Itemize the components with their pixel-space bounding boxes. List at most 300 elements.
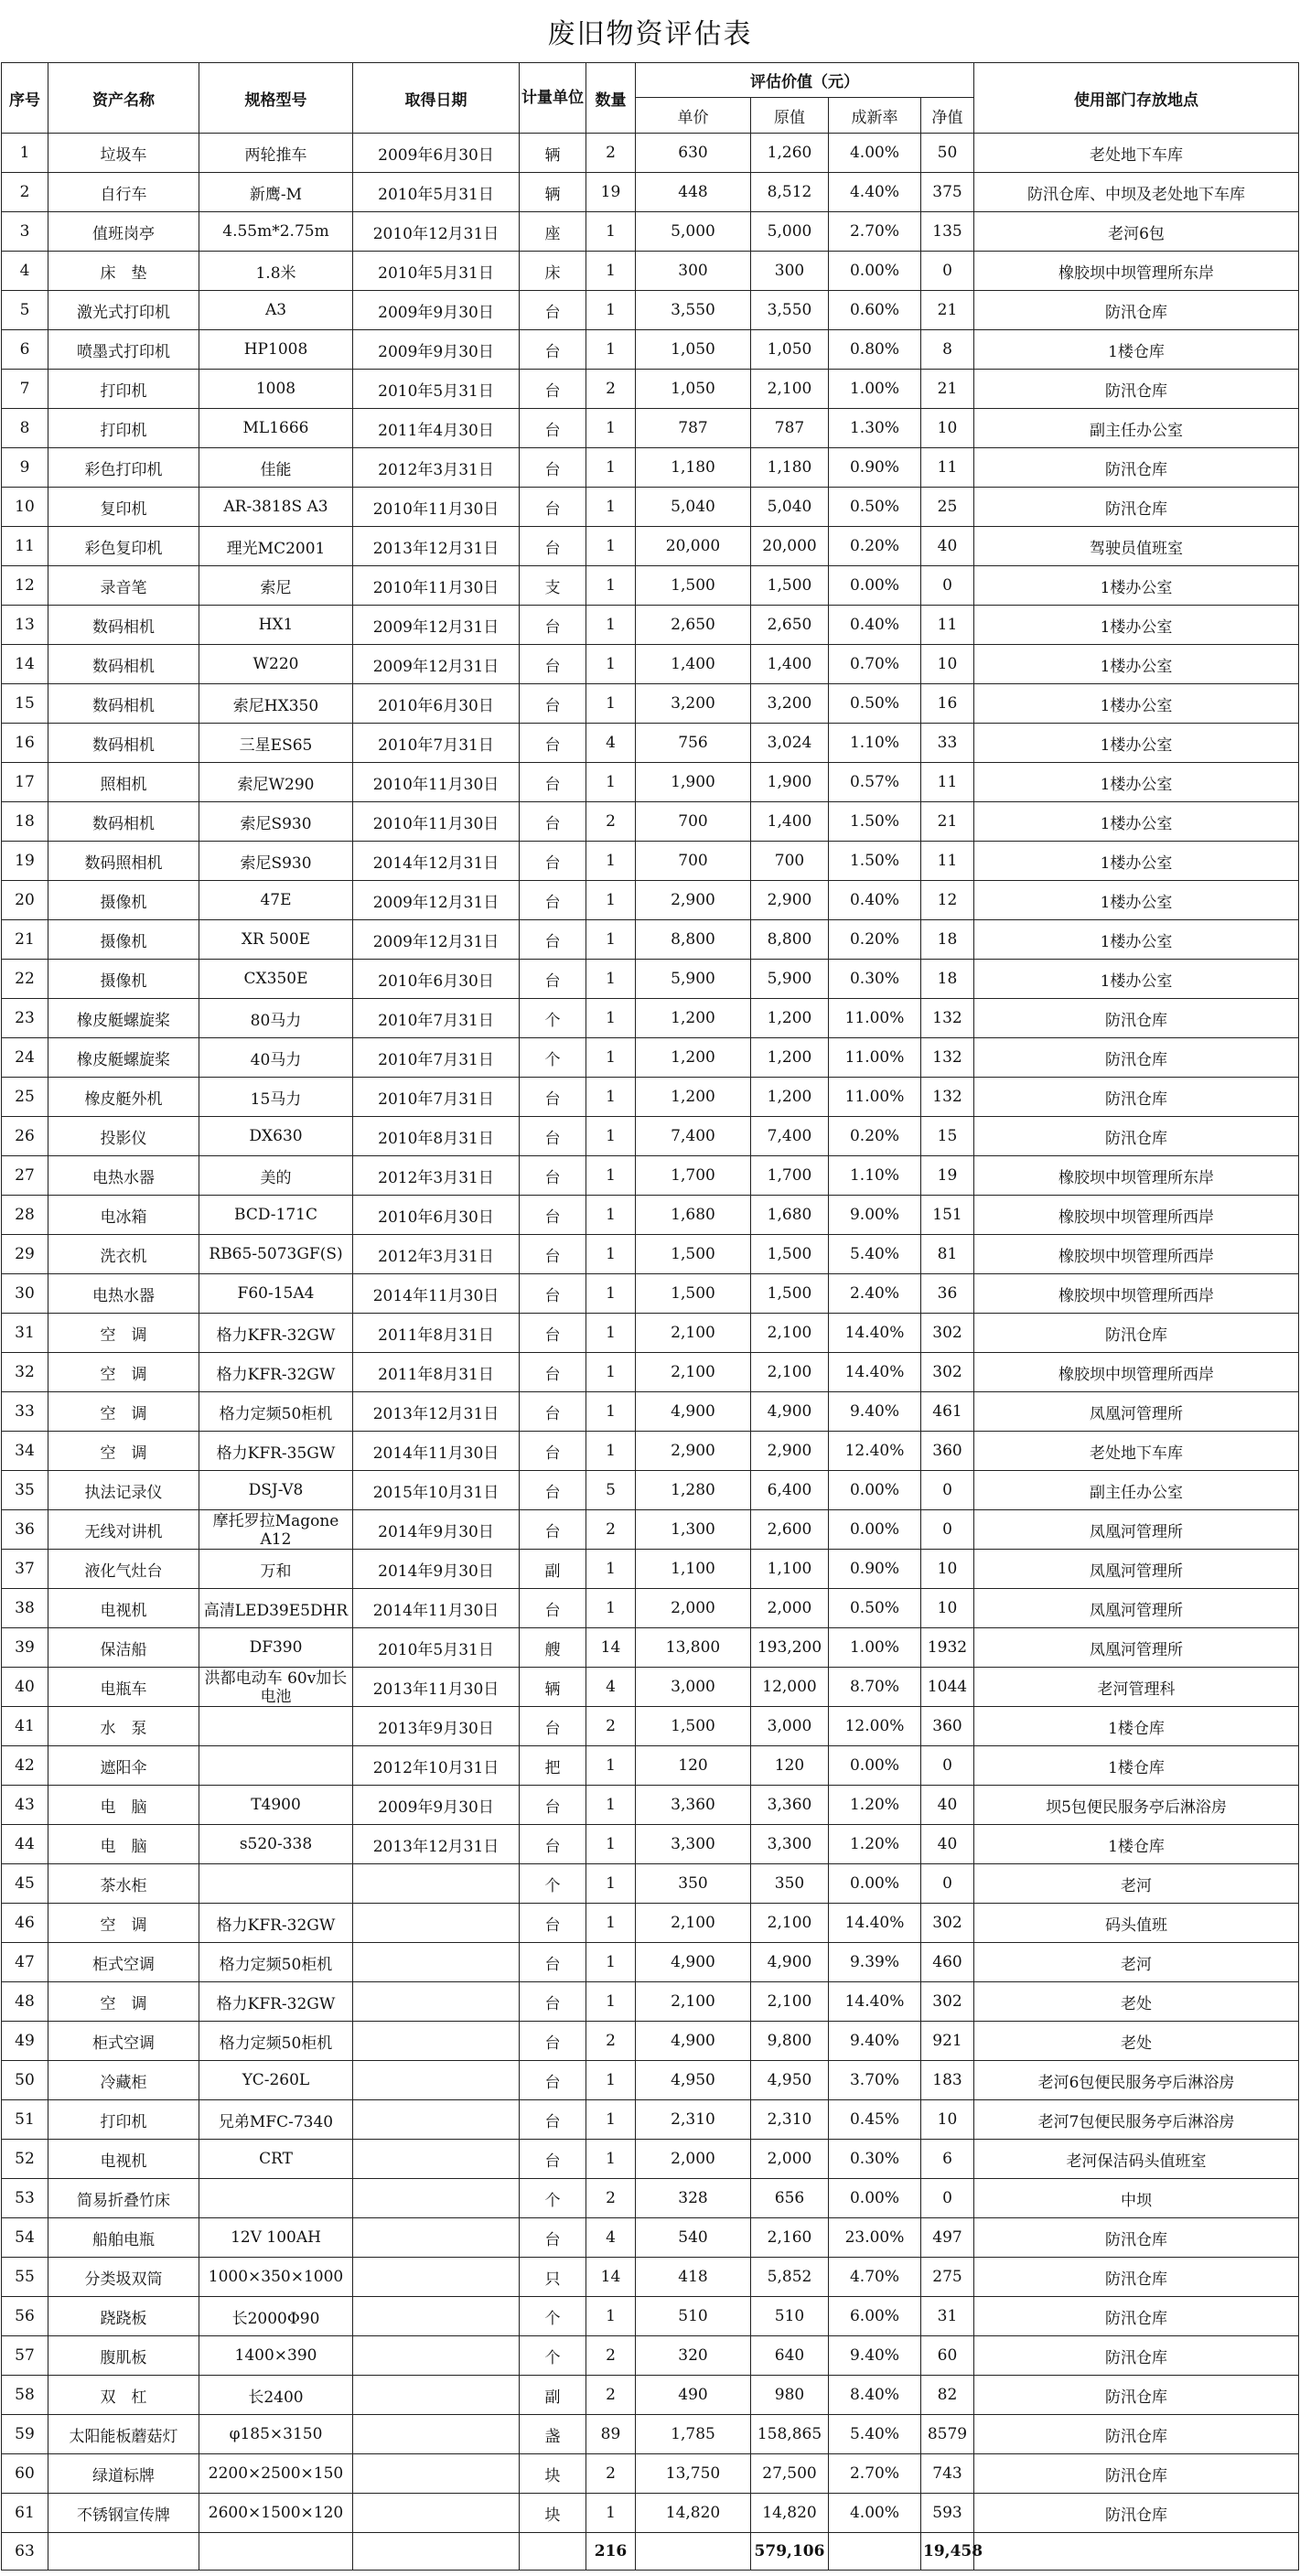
header-spec: 规格型号 xyxy=(199,63,353,134)
net-value-cell: 10 xyxy=(921,409,974,448)
row-index-cell: 53 xyxy=(2,2179,48,2218)
asset-name-cell: 洗衣机 xyxy=(48,1235,199,1274)
new-rate-cell: 0.45% xyxy=(829,2100,921,2140)
original-value-cell: 2,100 xyxy=(751,1904,829,1943)
quantity-cell: 14 xyxy=(586,1628,636,1668)
row-index-cell: 25 xyxy=(2,1078,48,1117)
original-value-cell: 1,200 xyxy=(751,1078,829,1117)
unit-price-cell: 418 xyxy=(636,2258,751,2297)
measure-unit-cell: 台 xyxy=(520,684,586,724)
original-value-cell: 1,700 xyxy=(751,1156,829,1196)
measure-unit-cell: 台 xyxy=(520,409,586,448)
acquired-date-cell xyxy=(353,1982,520,2022)
row-index-cell: 6 xyxy=(2,330,48,370)
net-value-cell: 15 xyxy=(921,1117,974,1156)
new-rate-cell: 14.40% xyxy=(829,1353,921,1392)
net-value-cell: 375 xyxy=(921,173,974,212)
spec-model-cell: 1400×390 xyxy=(199,2336,353,2376)
new-rate-cell: 3.70% xyxy=(829,2061,921,2100)
measure-unit-cell: 个 xyxy=(520,1038,586,1078)
table-row xyxy=(2,488,1299,527)
quantity-cell: 2 xyxy=(586,2336,636,2376)
row-index-cell: 40 xyxy=(2,1668,48,1707)
quantity-cell: 1 xyxy=(586,1746,636,1786)
table-row xyxy=(2,1668,1299,1707)
asset-name-cell: 空 调 xyxy=(48,1432,199,1471)
unit-price-cell: 20,000 xyxy=(636,527,751,566)
unit-price-cell: 1,300 xyxy=(636,1510,751,1550)
acquired-date-cell: 2014年9月30日 xyxy=(353,1510,520,1550)
measure-unit-cell: 座 xyxy=(520,212,586,252)
location-cell: 防汛仓库 xyxy=(974,2218,1299,2258)
location-cell: 1楼办公室 xyxy=(974,960,1299,999)
quantity-cell: 1 xyxy=(586,1353,636,1392)
net-value-cell: 302 xyxy=(921,1904,974,1943)
unit-price-cell: 1,100 xyxy=(636,1550,751,1589)
measure-unit-cell: 台 xyxy=(520,1392,586,1432)
total-original-value-cell: 579,106 xyxy=(751,2533,829,2571)
spec-model-cell: 美的 xyxy=(199,1156,353,1196)
asset-name-cell: 橡皮艇螺旋桨 xyxy=(48,1038,199,1078)
location-cell: 1楼办公室 xyxy=(974,684,1299,724)
asset-name-cell: 保洁船 xyxy=(48,1628,199,1668)
original-value-cell: 2,100 xyxy=(751,1982,829,2022)
location-cell: 防汛仓库 xyxy=(974,2258,1299,2297)
unit-price-cell: 1,500 xyxy=(636,1235,751,1274)
empty-cell xyxy=(974,2533,1299,2571)
asset-name-cell: 彩色打印机 xyxy=(48,448,199,488)
unit-price-cell: 1,500 xyxy=(636,1274,751,1314)
location-cell: 防汛仓库、中坝及老处地下车库 xyxy=(974,173,1299,212)
new-rate-cell: 0.40% xyxy=(829,606,921,645)
row-index-cell: 16 xyxy=(2,724,48,763)
empty-cell xyxy=(636,2533,751,2571)
spec-model-cell: 万和 xyxy=(199,1550,353,1589)
acquired-date-cell: 2010年5月31日 xyxy=(353,252,520,291)
measure-unit-cell: 台 xyxy=(520,645,586,684)
original-value-cell: 1,100 xyxy=(751,1550,829,1589)
acquired-date-cell: 2014年11月30日 xyxy=(353,1589,520,1628)
spec-model-cell: YC-260L xyxy=(199,2061,353,2100)
table-row xyxy=(2,2100,1299,2140)
measure-unit-cell: 台 xyxy=(520,802,586,842)
row-index-cell: 48 xyxy=(2,1982,48,2022)
new-rate-cell: 12.40% xyxy=(829,1432,921,1471)
location-cell: 橡胶坝中坝管理所西岸 xyxy=(974,1353,1299,1392)
quantity-cell: 1 xyxy=(586,448,636,488)
acquired-date-cell xyxy=(353,2179,520,2218)
measure-unit-cell: 艘 xyxy=(520,1628,586,1668)
location-cell: 防汛仓库 xyxy=(974,2336,1299,2376)
spec-model-cell: 索尼S930 xyxy=(199,802,353,842)
net-value-cell: 0 xyxy=(921,1471,974,1510)
acquired-date-cell: 2010年12月31日 xyxy=(353,212,520,252)
quantity-cell: 1 xyxy=(586,2100,636,2140)
location-cell: 防汛仓库 xyxy=(974,291,1299,330)
location-cell: 老河 xyxy=(974,1943,1299,1982)
quantity-cell: 1 xyxy=(586,1943,636,1982)
row-index-cell: 21 xyxy=(2,920,48,960)
row-index-cell: 7 xyxy=(2,370,48,409)
spec-model-cell xyxy=(199,1746,353,1786)
new-rate-cell: 9.39% xyxy=(829,1943,921,1982)
net-value-cell: 10 xyxy=(921,2100,974,2140)
net-value-cell: 302 xyxy=(921,1314,974,1353)
spec-model-cell: 索尼S930 xyxy=(199,842,353,881)
header-valuation: 评估价值（元） xyxy=(636,63,974,98)
new-rate-cell: 1.10% xyxy=(829,1156,921,1196)
acquired-date-cell: 2012年3月31日 xyxy=(353,1156,520,1196)
acquired-date-cell: 2012年10月31日 xyxy=(353,1746,520,1786)
quantity-cell: 1 xyxy=(586,999,636,1038)
spec-model-cell: 两轮推车 xyxy=(199,134,353,173)
empty-cell xyxy=(48,2533,199,2571)
table-row xyxy=(2,566,1299,606)
original-value-cell: 1,680 xyxy=(751,1196,829,1235)
net-value-cell: 11 xyxy=(921,842,974,881)
acquired-date-cell xyxy=(353,2494,520,2533)
location-cell: 1楼办公室 xyxy=(974,724,1299,763)
spec-model-cell: 4.55m*2.75m xyxy=(199,212,353,252)
table-row xyxy=(2,2494,1299,2533)
spec-model-cell: AR-3818S A3 xyxy=(199,488,353,527)
measure-unit-cell: 辆 xyxy=(520,1668,586,1707)
new-rate-cell: 1.10% xyxy=(829,724,921,763)
location-cell: 老河 xyxy=(974,1864,1299,1904)
new-rate-cell: 11.00% xyxy=(829,999,921,1038)
table-row xyxy=(2,2022,1299,2061)
unit-price-cell: 1,050 xyxy=(636,330,751,370)
header-asset-name: 资产名称 xyxy=(48,63,199,134)
original-value-cell: 6,400 xyxy=(751,1471,829,1510)
asset-name-cell: 茶水柜 xyxy=(48,1864,199,1904)
empty-cell xyxy=(199,2533,353,2571)
spec-model-cell: HP1008 xyxy=(199,330,353,370)
unit-price-cell: 2,000 xyxy=(636,2140,751,2179)
original-value-cell: 2,000 xyxy=(751,1589,829,1628)
table-row xyxy=(2,1392,1299,1432)
unit-price-cell: 4,950 xyxy=(636,2061,751,2100)
row-index-cell: 35 xyxy=(2,1471,48,1510)
net-value-cell: 6 xyxy=(921,2140,974,2179)
net-value-cell: 1932 xyxy=(921,1628,974,1668)
unit-price-cell: 1,900 xyxy=(636,763,751,802)
original-value-cell: 5,000 xyxy=(751,212,829,252)
row-index-cell: 8 xyxy=(2,409,48,448)
acquired-date-cell: 2011年8月31日 xyxy=(353,1314,520,1353)
new-rate-cell: 0.50% xyxy=(829,488,921,527)
table-row xyxy=(2,606,1299,645)
new-rate-cell: 9.00% xyxy=(829,1196,921,1235)
quantity-cell: 1 xyxy=(586,2061,636,2100)
table-row xyxy=(2,252,1299,291)
new-rate-cell: 2.70% xyxy=(829,2454,921,2494)
net-value-cell: 21 xyxy=(921,802,974,842)
new-rate-cell: 9.40% xyxy=(829,2336,921,2376)
new-rate-cell: 0.20% xyxy=(829,1117,921,1156)
asset-name-cell: 执法记录仪 xyxy=(48,1471,199,1510)
location-cell: 防汛仓库 xyxy=(974,488,1299,527)
spec-model-cell: 佳能 xyxy=(199,448,353,488)
header-location: 使用部门存放地点 xyxy=(974,63,1299,134)
net-value-cell: 40 xyxy=(921,1825,974,1864)
spec-model-cell: φ185×3150 xyxy=(199,2415,353,2454)
original-value-cell: 4,950 xyxy=(751,2061,829,2100)
table-row xyxy=(2,2336,1299,2376)
measure-unit-cell: 个 xyxy=(520,2179,586,2218)
acquired-date-cell: 2010年7月31日 xyxy=(353,1038,520,1078)
asset-name-cell: 柜式空调 xyxy=(48,2022,199,2061)
location-cell: 老河6包便民服务亭后淋浴房 xyxy=(974,2061,1299,2100)
unit-price-cell: 4,900 xyxy=(636,1392,751,1432)
measure-unit-cell: 台 xyxy=(520,842,586,881)
original-value-cell: 2,900 xyxy=(751,1432,829,1471)
unit-price-cell: 510 xyxy=(636,2297,751,2336)
header-new-rate: 成新率 xyxy=(829,98,921,134)
original-value-cell: 787 xyxy=(751,409,829,448)
original-value-cell: 3,200 xyxy=(751,684,829,724)
location-cell: 坝5包便民服务亭后淋浴房 xyxy=(974,1786,1299,1825)
location-cell: 防汛仓库 xyxy=(974,1117,1299,1156)
quantity-cell: 5 xyxy=(586,1471,636,1510)
net-value-cell: 18 xyxy=(921,920,974,960)
acquired-date-cell xyxy=(353,2100,520,2140)
table-row xyxy=(2,1274,1299,1314)
original-value-cell: 1,500 xyxy=(751,1235,829,1274)
table-row xyxy=(2,2454,1299,2494)
table-row xyxy=(2,1196,1299,1235)
location-cell: 橡胶坝中坝管理所西岸 xyxy=(974,1196,1299,1235)
unit-price-cell: 540 xyxy=(636,2218,751,2258)
measure-unit-cell: 台 xyxy=(520,1353,586,1392)
row-index-cell: 31 xyxy=(2,1314,48,1353)
new-rate-cell: 14.40% xyxy=(829,1982,921,2022)
location-cell: 防汛仓库 xyxy=(974,1078,1299,1117)
net-value-cell: 40 xyxy=(921,527,974,566)
original-value-cell: 193,200 xyxy=(751,1628,829,1668)
spec-model-cell: 格力KFR-32GW xyxy=(199,1982,353,2022)
location-cell: 凤凰河管理所 xyxy=(974,1392,1299,1432)
measure-unit-cell: 支 xyxy=(520,566,586,606)
header-unit: 计量单位 xyxy=(520,63,586,134)
measure-unit-cell: 台 xyxy=(520,370,586,409)
spec-model-cell: 索尼W290 xyxy=(199,763,353,802)
net-value-cell: 0 xyxy=(921,2179,974,2218)
spec-model-cell: 格力定频50柜机 xyxy=(199,1392,353,1432)
measure-unit-cell: 个 xyxy=(520,2297,586,2336)
measure-unit-cell: 台 xyxy=(520,291,586,330)
row-index-cell: 9 xyxy=(2,448,48,488)
original-value-cell: 656 xyxy=(751,2179,829,2218)
quantity-cell: 1 xyxy=(586,606,636,645)
net-value-cell: 8 xyxy=(921,330,974,370)
location-cell: 橡胶坝中坝管理所西岸 xyxy=(974,1235,1299,1274)
measure-unit-cell: 个 xyxy=(520,999,586,1038)
unit-price-cell: 1,050 xyxy=(636,370,751,409)
table-row xyxy=(2,881,1299,920)
unit-price-cell: 13,800 xyxy=(636,1628,751,1668)
unit-price-cell: 700 xyxy=(636,802,751,842)
table-row xyxy=(2,134,1299,173)
original-value-cell: 1,500 xyxy=(751,566,829,606)
spec-model-cell: CX350E xyxy=(199,960,353,999)
asset-name-cell: 电热水器 xyxy=(48,1156,199,1196)
total-row xyxy=(2,2533,1299,2571)
acquired-date-cell xyxy=(353,1904,520,1943)
spec-model-cell: 兄弟MFC-7340 xyxy=(199,2100,353,2140)
table-row xyxy=(2,527,1299,566)
new-rate-cell: 0.50% xyxy=(829,1589,921,1628)
new-rate-cell: 0.00% xyxy=(829,2179,921,2218)
acquired-date-cell xyxy=(353,2140,520,2179)
table-row xyxy=(2,1786,1299,1825)
location-cell: 1楼仓库 xyxy=(974,1825,1299,1864)
asset-name-cell: 打印机 xyxy=(48,409,199,448)
net-value-cell: 302 xyxy=(921,1353,974,1392)
asset-name-cell: 摄像机 xyxy=(48,881,199,920)
new-rate-cell: 0.20% xyxy=(829,527,921,566)
header-index: 序号 xyxy=(2,63,48,134)
unit-price-cell: 14,820 xyxy=(636,2494,751,2533)
table-row xyxy=(2,2140,1299,2179)
asset-name-cell: 柜式空调 xyxy=(48,1943,199,1982)
quantity-cell: 1 xyxy=(586,881,636,920)
spec-model-cell: 新鹰-M xyxy=(199,173,353,212)
spec-model-cell: 12V 100AH xyxy=(199,2218,353,2258)
row-index-cell: 20 xyxy=(2,881,48,920)
acquired-date-cell: 2010年6月30日 xyxy=(353,960,520,999)
row-index-cell: 33 xyxy=(2,1392,48,1432)
net-value-cell: 36 xyxy=(921,1274,974,1314)
table-row xyxy=(2,1982,1299,2022)
quantity-cell: 1 xyxy=(586,1589,636,1628)
row-index-cell: 47 xyxy=(2,1943,48,1982)
location-cell: 橡胶坝中坝管理所东岸 xyxy=(974,1156,1299,1196)
unit-price-cell: 320 xyxy=(636,2336,751,2376)
unit-price-cell: 490 xyxy=(636,2376,751,2415)
spec-model-cell: A3 xyxy=(199,291,353,330)
asset-name-cell: 彩色复印机 xyxy=(48,527,199,566)
quantity-cell: 1 xyxy=(586,1078,636,1117)
unit-price-cell: 2,100 xyxy=(636,1982,751,2022)
quantity-cell: 1 xyxy=(586,488,636,527)
quantity-cell: 89 xyxy=(586,2415,636,2454)
measure-unit-cell: 台 xyxy=(520,2218,586,2258)
row-index-cell: 22 xyxy=(2,960,48,999)
net-value-cell: 10 xyxy=(921,645,974,684)
row-index-cell: 4 xyxy=(2,252,48,291)
new-rate-cell: 0.00% xyxy=(829,1864,921,1904)
new-rate-cell: 12.00% xyxy=(829,1707,921,1746)
location-cell: 凤凰河管理所 xyxy=(974,1510,1299,1550)
spec-model-cell: RB65-5073GF(S) xyxy=(199,1235,353,1274)
measure-unit-cell: 盏 xyxy=(520,2415,586,2454)
net-value-cell: 1044 xyxy=(921,1668,974,1707)
location-cell: 1楼办公室 xyxy=(974,645,1299,684)
row-index-cell: 2 xyxy=(2,173,48,212)
row-index-cell: 49 xyxy=(2,2022,48,2061)
row-index-cell: 50 xyxy=(2,2061,48,2100)
location-cell: 1楼仓库 xyxy=(974,330,1299,370)
asset-name-cell: 水 泵 xyxy=(48,1707,199,1746)
measure-unit-cell: 台 xyxy=(520,1274,586,1314)
original-value-cell: 2,100 xyxy=(751,1353,829,1392)
new-rate-cell: 0.57% xyxy=(829,763,921,802)
unit-price-cell: 1,180 xyxy=(636,448,751,488)
spec-model-cell: 三星ES65 xyxy=(199,724,353,763)
original-value-cell: 2,000 xyxy=(751,2140,829,2179)
location-cell: 防汛仓库 xyxy=(974,2454,1299,2494)
net-value-cell: 183 xyxy=(921,2061,974,2100)
unit-price-cell: 1,400 xyxy=(636,645,751,684)
measure-unit-cell: 台 xyxy=(520,1786,586,1825)
original-value-cell: 1,400 xyxy=(751,645,829,684)
acquired-date-cell: 2014年11月30日 xyxy=(353,1432,520,1471)
asset-name-cell: 电 脑 xyxy=(48,1786,199,1825)
new-rate-cell: 4.40% xyxy=(829,173,921,212)
table-row xyxy=(2,2376,1299,2415)
table-row xyxy=(2,1628,1299,1668)
spec-model-cell: W220 xyxy=(199,645,353,684)
table-row xyxy=(2,1353,1299,1392)
net-value-cell: 132 xyxy=(921,1078,974,1117)
original-value-cell: 2,100 xyxy=(751,1314,829,1353)
location-cell: 凤凰河管理所 xyxy=(974,1589,1299,1628)
acquired-date-cell: 2010年5月31日 xyxy=(353,370,520,409)
acquired-date-cell: 2009年12月31日 xyxy=(353,645,520,684)
unit-price-cell: 1,200 xyxy=(636,1038,751,1078)
row-index-cell: 17 xyxy=(2,763,48,802)
measure-unit-cell: 床 xyxy=(520,252,586,291)
row-index-cell: 52 xyxy=(2,2140,48,2179)
table-row xyxy=(2,724,1299,763)
new-rate-cell: 0.90% xyxy=(829,1550,921,1589)
header-net-value: 净值 xyxy=(921,98,974,134)
unit-price-cell: 300 xyxy=(636,252,751,291)
location-cell: 1楼仓库 xyxy=(974,1746,1299,1786)
unit-price-cell: 1,500 xyxy=(636,1707,751,1746)
quantity-cell: 1 xyxy=(586,920,636,960)
table-row xyxy=(2,1746,1299,1786)
measure-unit-cell: 台 xyxy=(520,1314,586,1353)
location-cell: 1楼办公室 xyxy=(974,881,1299,920)
unit-price-cell: 5,000 xyxy=(636,212,751,252)
spec-model-cell: F60-15A4 xyxy=(199,1274,353,1314)
table-row xyxy=(2,409,1299,448)
row-index-cell: 29 xyxy=(2,1235,48,1274)
row-index-cell: 32 xyxy=(2,1353,48,1392)
row-index-cell: 12 xyxy=(2,566,48,606)
spec-model-cell: 2200×2500×150 xyxy=(199,2454,353,2494)
net-value-cell: 0 xyxy=(921,252,974,291)
quantity-cell: 2 xyxy=(586,1510,636,1550)
acquired-date-cell xyxy=(353,2336,520,2376)
quantity-cell: 1 xyxy=(586,212,636,252)
asset-name-cell: 遮阳伞 xyxy=(48,1746,199,1786)
row-index-cell: 13 xyxy=(2,606,48,645)
acquired-date-cell: 2010年11月30日 xyxy=(353,566,520,606)
acquired-date-cell: 2011年4月30日 xyxy=(353,409,520,448)
new-rate-cell: 9.40% xyxy=(829,1392,921,1432)
net-value-cell: 11 xyxy=(921,448,974,488)
original-value-cell: 2,600 xyxy=(751,1510,829,1550)
location-cell: 凤凰河管理所 xyxy=(974,1550,1299,1589)
quantity-cell: 1 xyxy=(586,1825,636,1864)
asset-name-cell: 激光式打印机 xyxy=(48,291,199,330)
spec-model-cell: 索尼 xyxy=(199,566,353,606)
acquired-date-cell: 2014年12月31日 xyxy=(353,842,520,881)
original-value-cell: 640 xyxy=(751,2336,829,2376)
